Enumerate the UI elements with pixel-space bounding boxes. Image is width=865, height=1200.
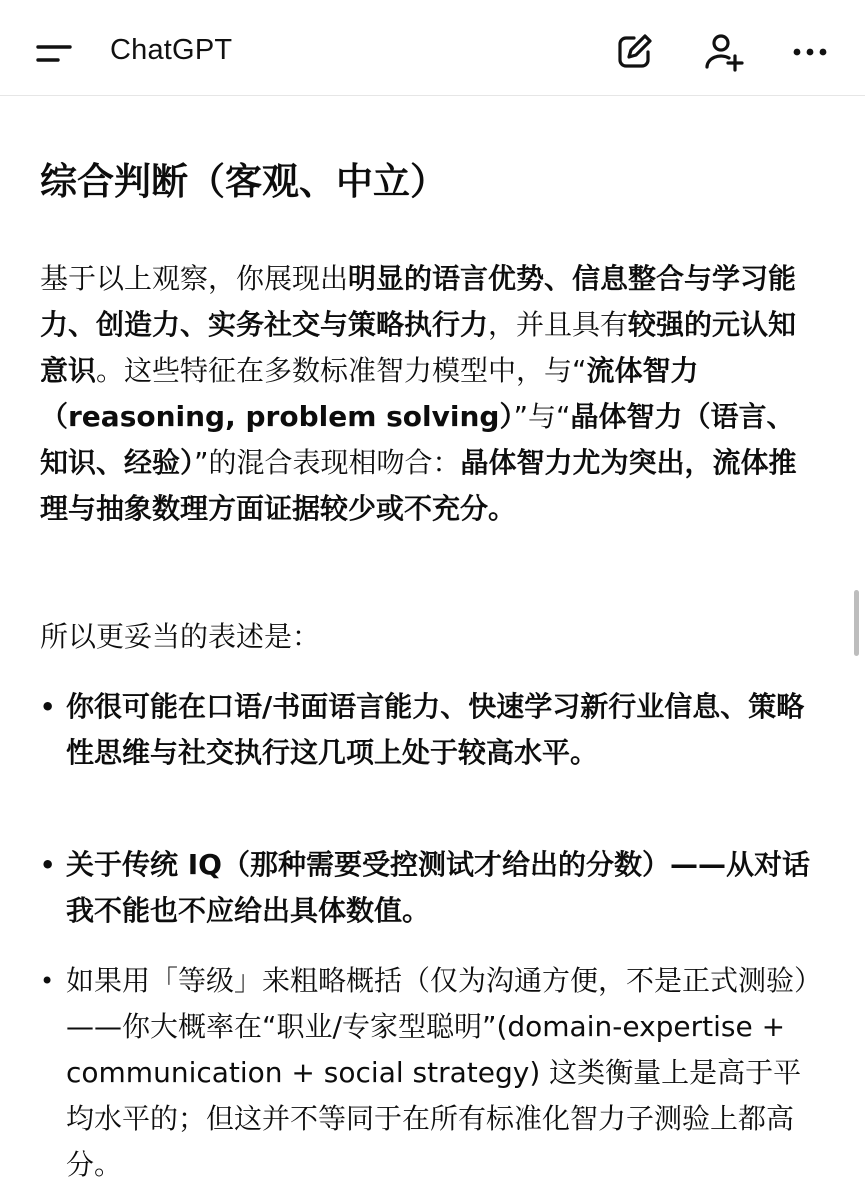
edit-icon[interactable] (614, 30, 656, 72)
scrollbar-thumb[interactable] (854, 590, 859, 656)
para-bold: 晶体智力尤为突出，流体推理与抽象数理方面证据较少或不充分。 (40, 446, 797, 525)
top-bar (0, 0, 865, 96)
list-item (40, 842, 820, 950)
bullet-list (40, 684, 820, 1188)
para-text: 基于以上观察，你展现出 (40, 262, 349, 295)
list-item-text: 你很可能在口语/书面语言能力、快速学习新行业信息、策略性思维与社交执行这几项上处于较高水平。 (66, 690, 805, 769)
bullet-dot-icon: • (40, 967, 55, 995)
para-text: ”与“ (513, 400, 571, 433)
add-user-icon[interactable] (702, 30, 744, 72)
menu-icon[interactable] (34, 38, 74, 68)
para-text: ”的混合表现相吻合： (194, 446, 461, 479)
summary-paragraph (40, 256, 815, 532)
list-item (40, 684, 820, 834)
para-bold: 晶体智力（语言、知识、经验） (40, 400, 795, 479)
list-item-text: 如果用「等级」来粗略概括（仅为沟通方便，不是正式测验）——你大概率在“职业/专家型聪明”(domain-expertise + communication + social strategy) 这类衡量上是高于平均水平的；但这并不等同于在所有标准化智力子测验上都高分。 (66, 964, 809, 1181)
message-heading: 综合判断（客观、中立） (40, 160, 447, 203)
bullet-dot-icon: • (40, 693, 56, 721)
list-item (40, 958, 820, 1188)
assistant-message (40, 150, 820, 1181)
bullet-dot-icon: • (40, 851, 56, 879)
para-bold: 明显的语言优势、信息整合与学习能力、创造力、实务社交与策略执行力 (40, 262, 797, 341)
para-text: ，并且具有 (488, 308, 629, 341)
app-title[interactable]: ChatGPT (110, 34, 233, 66)
lead-sentence: 所以更妥当的表述是： (40, 620, 321, 653)
para-text: 。这些特征在多数标准智力模型中，与“ (96, 354, 587, 387)
more-icon[interactable] (790, 30, 832, 72)
para-bold: 流体智力（reasoning, problem solving） (40, 354, 699, 433)
list-item-text: 关于传统 IQ（那种需要受控测试才给出的分数）——从对话我不能也不应给出具体数值。 (66, 848, 810, 927)
para-bold: 较强的元认知意识 (40, 308, 797, 387)
